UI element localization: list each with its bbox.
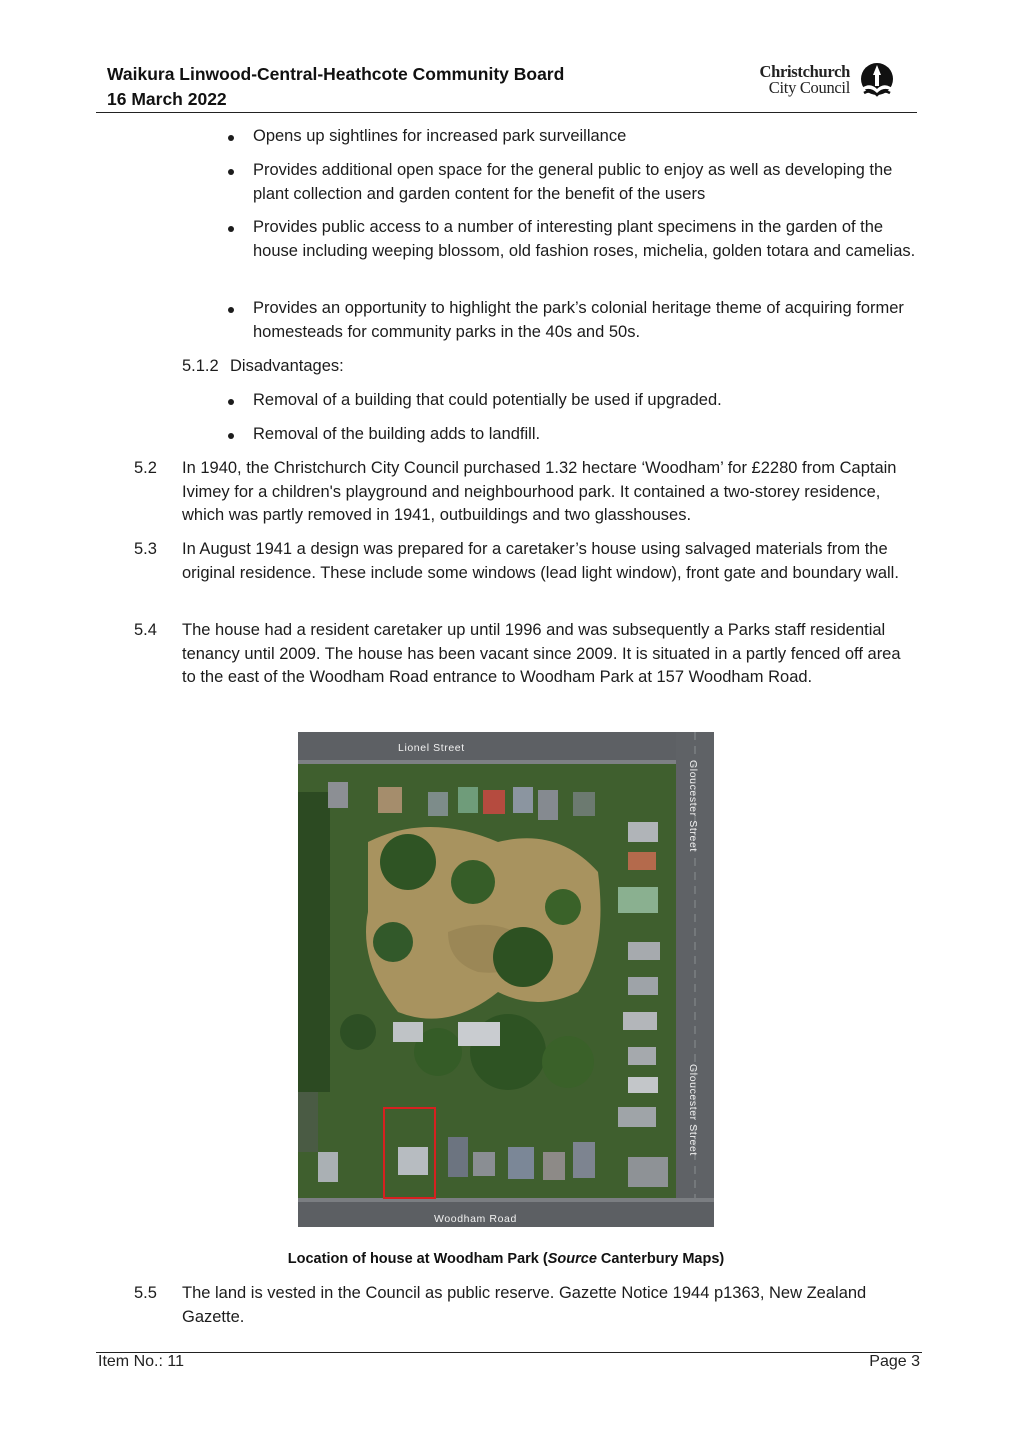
advantage-item: Provides additional open space for the general public to enjoy as well as developing the plant collection and garden content for the benefit of the users (253, 159, 918, 206)
paragraph-text: The house had a resident caretaker up until 1996 and was subsequently a Parks staff residential tenancy until 2009. The house has been vacant since 2009. It is situated in a partly fenced off area to the east of the Woodham Road entrance to Woodham Park at 157 Woodham Road. (182, 621, 901, 686)
advantage-item: Opens up sightlines for increased park surveillance (253, 125, 918, 149)
paragraph-number: 5.5 (134, 1284, 157, 1302)
bullet-icon (228, 307, 234, 313)
road-label-bottom: Woodham Road (434, 1213, 517, 1225)
aerial-map (298, 732, 714, 1227)
paragraph-number: 5.4 (134, 621, 157, 639)
road-label-right-upper: Gloucester Street (687, 760, 699, 852)
subsection-title: Disadvantages: (230, 357, 344, 375)
road-label-top: Lionel Street (398, 742, 465, 754)
header-rule (96, 112, 917, 113)
meeting-date: 16 March 2022 (107, 89, 227, 109)
bullet-icon (228, 433, 234, 439)
disadvantage-item: Removal of the building adds to landfill. (253, 423, 918, 447)
council-logo (746, 62, 906, 102)
paragraph-text: In 1940, the Christchurch City Council purchased 1.32 hectare ‘Woodham’ for £2280 from Captain Ivimey for a children's playground and neighbourhood park. It contained a two-storey residence, which was partly removed in 1941, outbuildings and two glasshouses. (182, 459, 897, 524)
bullet-icon (228, 226, 234, 232)
subsection-number: 5.1.2 (182, 357, 219, 375)
page-number: Page 3 (869, 1353, 920, 1370)
board-name: Waikura Linwood-Central-Heathcote Community Board (107, 64, 565, 84)
footer-rule (96, 1352, 922, 1353)
advantage-item: Provides an opportunity to highlight the park’s colonial heritage theme of acquiring former homesteads for community parks in the 40s and 50s. (253, 297, 918, 344)
logo-line-1: Christchurch (759, 62, 850, 81)
paragraph-text: In August 1941 a design was prepared for a caretaker’s house using salvaged materials from the original residence. These include some windows (lead light window), front gate and boundary wall. (182, 540, 899, 582)
logo-line-2: City Council (768, 78, 850, 97)
figure-caption: Location of house at Woodham Park (Source Canterbury Maps) (287, 1251, 725, 1267)
paragraph-text: The land is vested in the Council as public reserve. Gazette Notice 1944 p1363, New Zealand Gazette. (182, 1284, 867, 1326)
bullet-icon (228, 135, 234, 141)
paragraph-number: 5.2 (134, 459, 157, 477)
bullet-icon (228, 399, 234, 405)
bullet-icon (228, 169, 234, 175)
road-label-right-lower: Gloucester Street (687, 1064, 699, 1156)
disadvantage-item: Removal of a building that could potentially be used if upgraded. (253, 389, 918, 413)
aerial-photo (298, 732, 714, 1227)
cathedral-emblem-icon (858, 62, 898, 98)
document-header (107, 62, 564, 112)
item-number: Item No.: 11 (98, 1353, 184, 1370)
advantage-item: Provides public access to a number of interesting plant specimens in the garden of the house including weeping blossom, old fashion roses, michelia, golden totara and camelias. (253, 216, 918, 263)
paragraph-number: 5.3 (134, 540, 157, 558)
